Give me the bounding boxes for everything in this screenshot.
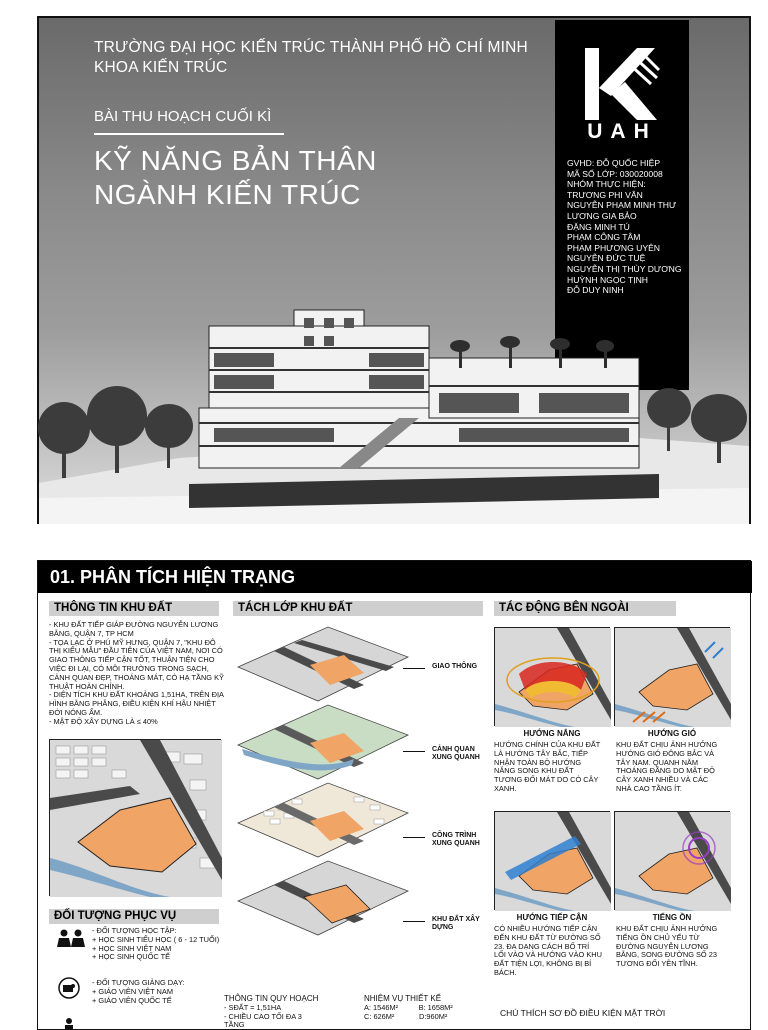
external-text-line: BÁCH. <box>494 967 517 977</box>
access-map-drawing <box>495 812 611 911</box>
external-text-line: LÀ HƯỚNG TÂY BẮC, TIẾP <box>494 748 588 758</box>
cover-title <box>94 144 377 212</box>
external-text-line: CÓ NHIỀU HƯỚNG TIẾP CẬN <box>494 924 598 933</box>
credit-line: ĐỖ DUY NINH <box>567 285 624 296</box>
teachers-text <box>92 979 222 1005</box>
analysis-sheet <box>37 560 751 1030</box>
wind-text <box>616 741 736 794</box>
credit-line: NHÓM THỰC HIỆN: <box>567 179 646 190</box>
title-line-1: KỸ NĂNG BẢN THÂN <box>94 145 377 176</box>
brief-block <box>364 995 484 1021</box>
external-text-line: ĐƯỜNG NGUYỄN LƯƠNG <box>616 941 709 951</box>
external-text-line: TƯƠNG ĐỐI MÁT DO CÓ CÂY <box>494 775 599 785</box>
external-text-line: ĐẤT TIỆN LỢI, KHÔNG BỊ BÍ <box>494 959 592 969</box>
students-line: + HỌC SINH QUỐC TẾ <box>92 952 171 962</box>
layer-label-traffic: GIAO THÔNG <box>432 663 478 670</box>
external-text-line: NHÀ CAO TẦNG ÍT. <box>616 783 682 793</box>
credit-line: ĐẶNG MINH TÚ <box>567 221 630 232</box>
caption-access: HƯỚNG TIẾP CẬN <box>516 913 588 922</box>
teachers-icon <box>58 977 80 999</box>
external-text-line: KHU ĐẤT CHỊU ẢNH HƯỞNG <box>616 740 718 749</box>
planning-block <box>224 995 324 1030</box>
credit-line: MÃ SỐ LỚP: 030020008 <box>567 168 663 179</box>
caption-noise: TIẾNG ỒN <box>652 913 692 922</box>
site-info-line: ĐỚI NÓNG ẨM. <box>49 707 103 717</box>
layer-label-buildings: CÔNG TRÌNH XUNG QUANH <box>432 832 480 847</box>
layer-label-site: KHU ĐẤT XÂY DỰNG <box>432 916 480 931</box>
external-text-line: THOÁNG ĐÃNG DO MẬT ĐỘ <box>616 766 715 776</box>
credit-line: PHẠM PHƯƠNG UYÊN <box>567 242 661 253</box>
caption-wind: HƯỚNG GIÓ <box>647 729 697 738</box>
access-direction-map <box>494 811 610 910</box>
external-text-line: TIẾNG ỒN CHỦ YẾU TỪ <box>616 932 700 942</box>
site-info-line: THỊ KIỂU MẪU" ĐẦU TIÊN CỦA VIỆT NAM, NƠI CÓ <box>49 646 223 656</box>
site-info-line: - DIỆN TÍCH KHU ĐẤT KHOẢNG 1,51HA, TRÊN ĐỊA <box>49 690 224 700</box>
sheet-title: 01. PHÂN TÍCH HIỆN TRẠNG <box>38 561 752 593</box>
layer-landscape <box>234 701 412 783</box>
credit-line: TRƯƠNG PHI VÂN <box>567 189 643 200</box>
layer-buildings <box>234 779 412 861</box>
logo-text: UAH <box>587 120 657 143</box>
external-heading: TÁC ĐỘNG BÊN NGOÀI <box>494 601 676 616</box>
cover-sheet <box>37 16 751 524</box>
title-rule <box>94 133 284 135</box>
planning-line: - CHIỀU CAO TỐI ĐA 3 TẦNG <box>224 1011 302 1030</box>
noise-map-drawing <box>615 812 731 911</box>
sun-direction-map <box>494 627 610 726</box>
external-text-line: ĐẾN KHU ĐẤT TỪ ĐƯỜNG SỐ <box>494 932 601 942</box>
students-line: - ĐỐI TƯỢNG HỌC TẬP: <box>92 926 177 935</box>
sun-map-drawing <box>495 628 611 727</box>
teachers-line: + GIÁO VIÊN VIỆT NAM <box>92 986 173 996</box>
leader-line <box>403 751 425 752</box>
faculty-line: KHOA KIẾN TRÚC <box>94 59 228 76</box>
site-location-map <box>49 739 221 896</box>
layers-heading: TÁCH LỚP KHU ĐẤT <box>233 601 483 616</box>
site-info-line: HÌNH BẰNG PHẲNG, ĐIỀU KIỆN KHÍ HẬU NHIỆT <box>49 699 216 709</box>
external-text-line: HƯỚNG GIÓ ĐÔNG BẮC VÀ <box>616 748 715 758</box>
credit-line: PHẠM CÔNG TÂM <box>567 232 641 243</box>
caption-sun: HƯỚNG NẮNG <box>523 729 581 738</box>
external-text-line: TƯƠNG ĐỐI YÊN TĨNH. <box>616 959 698 969</box>
brief-line-2: C: 626M² D:960M² <box>364 1011 448 1021</box>
site-info-line: GIAO THÔNG TIẾP CẬN TỐT, THUẬN TIỆN CHO <box>49 655 215 665</box>
wind-direction-map <box>614 627 730 726</box>
students-icon <box>56 929 86 951</box>
university-line: TRƯỜNG ĐẠI HỌC KIẾN TRÚC THÀNH PHỐ HỒ CHÍ MINH <box>94 39 528 56</box>
external-text-line: KHU ĐẤT CHỊU ẢNH HƯỞNG <box>616 924 718 933</box>
site-info-heading: THÔNG TIN KHU ĐẤT <box>49 601 219 616</box>
credit-line: LƯƠNG GIA BẢO <box>567 210 637 221</box>
noise-map <box>614 811 730 910</box>
credit-line: NGUYỄN PHẠM MINH THƯ <box>567 200 677 211</box>
external-text-line: NẮNG SONG KHU ĐẤT <box>494 766 574 776</box>
layer-label-landscape: CẢNH QUAN XUNG QUANH <box>432 746 480 761</box>
course-label: BÀI THU HOẠCH CUỐI KÌ <box>94 108 272 125</box>
building-section-illustration <box>39 298 749 524</box>
uah-logo-icon <box>581 44 661 124</box>
teachers-line: - ĐỐI TƯỢNG GIẢNG DẠY: <box>92 978 185 987</box>
site-info-line: BẰNG, QUẬN 7, TP HCM <box>49 628 134 638</box>
brief-heading: NHIỆM VỤ THIẾT KẾ <box>364 994 442 1003</box>
credits-list <box>567 158 687 296</box>
planning-line: - SĐẤT = 1,51HA <box>224 1002 282 1012</box>
site-info-line: - MẬT ĐỘ XÂY DỰNG LÀ ≤ 40% <box>49 716 158 726</box>
students-line: + HỌC SINH TIỂU HỌC ( 6 - 12 TUỔI) <box>92 934 220 944</box>
wind-map-drawing <box>615 628 731 727</box>
leader-line <box>403 837 425 838</box>
external-text-line: HƯỚNG CHÍNH CỦA KHU ĐẤT <box>494 740 601 749</box>
credit-line: HUỲNH NGỌC TỊNH <box>567 274 649 285</box>
students-text <box>92 927 222 962</box>
leader-line <box>403 668 425 669</box>
external-text-line: BẰNG, SONG ĐƯỜNG SỐ 23 <box>616 950 717 960</box>
credit-line: NGUYỄN THỊ THÙY DƯƠNG <box>567 263 682 274</box>
credit-line: GVHD: ĐỖ QUỐC HIỆP <box>567 158 661 168</box>
site-map-drawing <box>50 740 222 897</box>
site-info-line: - KHU ĐẤT TIẾP GIÁP ĐƯỜNG NGUYỄN LƯƠNG <box>49 620 219 629</box>
external-text-line: 23. ĐA DẠNG CÁCH BỐ TRÍ <box>494 941 590 951</box>
title-line-2: NGÀNH KIẾN TRÚC <box>94 179 361 210</box>
site-info-text <box>49 621 224 727</box>
staff-icon <box>58 1017 80 1029</box>
site-info-line: CẢNH QUAN ĐẸP, THOÁNG MÁT, CÓ HẠ TẦNG KỸ <box>49 672 224 682</box>
leader-line <box>403 921 425 922</box>
planning-lines <box>224 1004 324 1030</box>
credit-line: NGUYỄN ĐỨC TUỆ <box>567 253 646 264</box>
layer-traffic <box>234 623 412 705</box>
layer-site <box>234 857 412 939</box>
external-text-line: LỐI VÀO VÀ HƯỚNG VÀO KHU <box>494 950 602 960</box>
legend-heading: CHÚ THÍCH SƠ ĐỒ ĐIỀU KIỆN MẶT TRỜI <box>500 1008 666 1018</box>
students-line: + HỌC SINH VIỆT NAM <box>92 943 172 953</box>
university-name <box>94 38 528 78</box>
external-text-line: TÂY NAM. QUANH NĂM <box>616 757 698 767</box>
teachers-line: + GIÁO VIÊN QUỐC TẾ <box>92 995 172 1005</box>
users-heading: ĐỐI TƯỢNG PHỤC VỤ <box>49 909 219 924</box>
access-text <box>494 925 612 978</box>
brief-line-1: A: 1546M² B: 1658M² <box>364 1002 453 1012</box>
external-text-line: XANH. <box>494 783 517 793</box>
external-text-line: NHẬN TOÀN BỘ HƯỚNG <box>494 757 582 767</box>
site-info-line: THUẬT HOÀN CHỈNH. <box>49 681 125 691</box>
planning-heading: THÔNG TIN QUY HOẠCH <box>224 994 319 1003</box>
site-info-line: - TỌA LẠC Ở PHÚ MỸ HƯNG, QUẬN 7, "KHU ĐÔ <box>49 637 216 647</box>
noise-text <box>616 925 736 969</box>
external-text-line: CÂY XANH NHIỀU VÀ CÁC <box>616 775 709 785</box>
sun-text <box>494 741 612 794</box>
site-info-line: VIỆC ĐI LẠI, CÓ MÔI TRƯỜNG TRONG SẠCH, <box>49 663 209 673</box>
